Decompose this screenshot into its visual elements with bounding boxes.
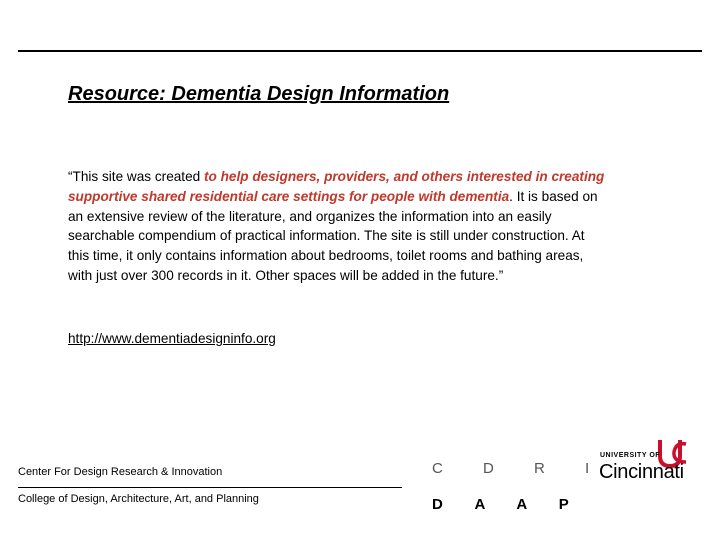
quote-text-end: . It is based on an extensive review of the literature, and organizes the information into an easily searchable compendium of practical information. The site is still under construction. At this time, it only contains information about bedrooms, toilet rooms and bathing areas, with just over 300 records in it. Other spaces will be added in the future.” xyxy=(68,188,598,283)
footer-center-name: Center For Design Research & Innovation xyxy=(18,466,223,478)
quote-highlight: to help designers, providers, and others interested in creating supportive shared residential care settings for people with dementia xyxy=(68,169,605,204)
uc-cincinnati: Cincinnati xyxy=(599,461,684,483)
cdri-logo: C D R I xyxy=(432,460,608,477)
top-rule xyxy=(18,50,702,52)
footer-college-name: College of Design, Architecture, Art, and Planning xyxy=(18,493,259,505)
website-link[interactable]: http://www.dementiadesigninfo.org xyxy=(68,331,276,346)
quote-text-start: “This site was created xyxy=(68,169,204,184)
footer-rule xyxy=(18,487,402,488)
daap-logo: D A A P xyxy=(432,496,583,513)
quote-paragraph xyxy=(68,167,608,286)
page-title: Resource: Dementia Design Information xyxy=(68,83,450,105)
uc-university-of: UNIVERSITY OF xyxy=(600,452,661,459)
